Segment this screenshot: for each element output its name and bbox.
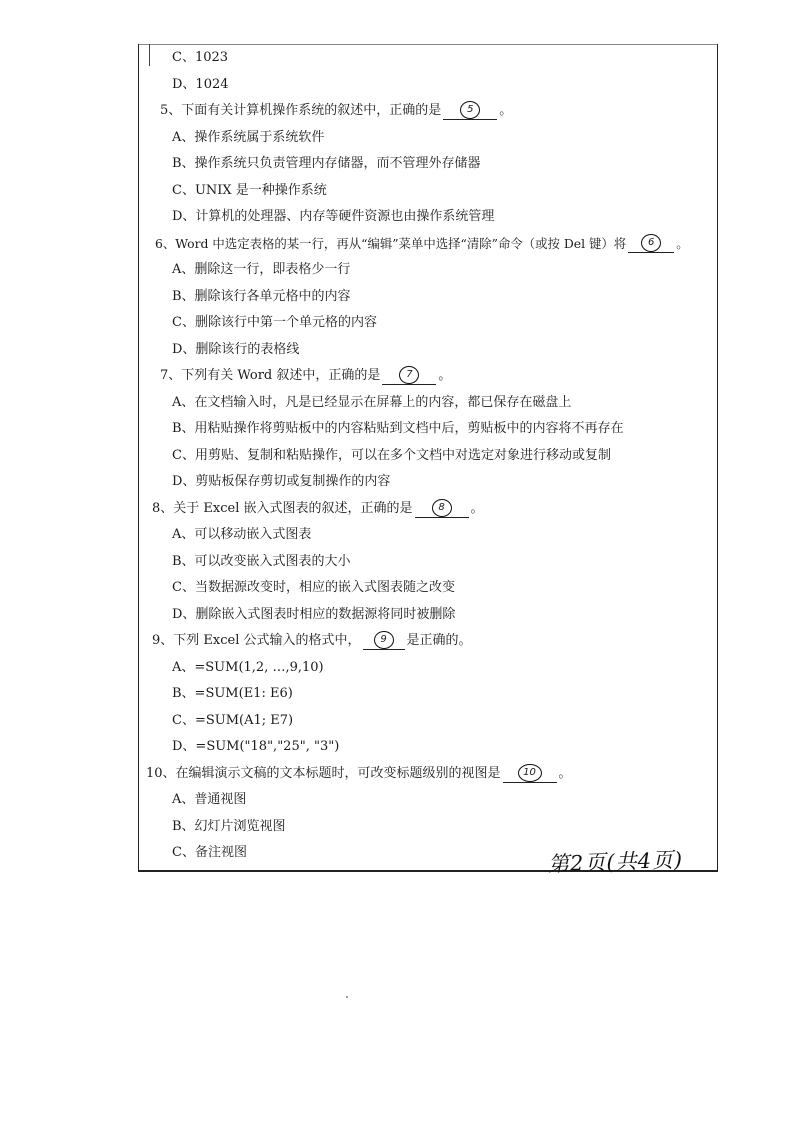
- answer-blank-8: [415, 501, 469, 518]
- answer-circle-5: 5: [460, 101, 480, 119]
- option-b-q7: B、用粘贴操作将剪贴板中的内容粘贴到文档中后，剪贴板中的内容将不再存在: [172, 421, 624, 436]
- option-c-q9: C、=SUM(A1; E7): [172, 713, 294, 728]
- answer-blank-9: [363, 633, 405, 650]
- question-5: 5、下面有关计算机操作系统的叙述中，正确的是 5 。: [160, 103, 513, 118]
- handwritten-page-number: 第2页(共4页): [547, 847, 684, 877]
- answer-blank-7: [382, 368, 436, 385]
- option-b-q5: B、操作系统只负责管理内存储器，而不管理外存储器: [172, 156, 481, 171]
- option-b-q6: B、删除该行各单元格中的内容: [172, 289, 351, 304]
- option-b-q8: B、可以改变嵌入式图表的大小: [172, 554, 351, 569]
- question-6: 6、Word 中选定表格的某一行，再从“编辑”菜单中选择“清除”命令（或按 Del 键）将 6 。: [155, 236, 689, 251]
- option-c-q6: C、删除该行中第一个单元格的内容: [172, 315, 377, 330]
- question-10: 10、在编辑演示文稿的文本标题时，可改变标题级别的视图是 10 。: [146, 766, 572, 781]
- option-c-q10: C、备注视图: [172, 845, 247, 860]
- option-a-q9: A、=SUM(1,2, …,9,10): [172, 660, 324, 675]
- option-b-q10: B、幻灯片浏览视图: [172, 819, 286, 834]
- option-c-q8: C、当数据源改变时，相应的嵌入式图表随之改变: [172, 580, 455, 595]
- option-c-q4: C、1023: [172, 50, 229, 65]
- question-7: 7、下列有关 Word 叙述中，正确的是 7 。: [160, 368, 452, 383]
- option-d-q8: D、删除嵌入式图表时相应的数据源将同时被删除: [172, 607, 456, 622]
- answer-blank-10: [503, 766, 557, 783]
- answer-blank-5: [443, 103, 497, 120]
- option-c-q7: C、用剪贴、复制和粘贴操作，可以在多个文档中对选定对象进行移动或复制: [172, 448, 611, 463]
- option-a-q5: A、操作系统属于系统软件: [172, 130, 325, 145]
- option-d-q9: D、=SUM("18","25", "3"): [172, 739, 340, 754]
- question-9: 9、下列 Excel 公式输入的格式中， 9 是正确的。: [152, 633, 472, 648]
- option-a-q8: A、可以移动嵌入式图表: [172, 527, 312, 542]
- option-b-q9: B、=SUM(E1: E6): [172, 686, 293, 701]
- option-d-q5: D、计算机的处理器、内存等硬件资源也由操作系统管理: [172, 209, 495, 224]
- option-a-q10: A、普通视图: [172, 792, 247, 807]
- option-c-q5: C、UNIX 是一种操作系统: [172, 183, 327, 198]
- option-d-q4: D、1024: [172, 77, 229, 92]
- answer-circle-6: 6: [641, 234, 661, 252]
- margin-line: [149, 44, 150, 66]
- option-d-q6: D、删除该行的表格线: [172, 342, 300, 357]
- answer-circle-10: 10: [518, 764, 542, 782]
- answer-circle-7: 7: [399, 366, 419, 384]
- answer-circle-8: 8: [432, 499, 452, 517]
- option-d-q7: D、剪贴板保存剪切或复制操作的内容: [172, 474, 391, 489]
- option-a-q6: A、删除这一行，即表格少一行: [172, 262, 351, 277]
- option-a-q7: A、在文档输入时，凡是已经显示在屏幕上的内容，都已保存在磁盘上: [172, 395, 572, 410]
- answer-circle-9: 9: [374, 631, 394, 649]
- scan-speck: [346, 996, 348, 998]
- question-8: 8、关于 Excel 嵌入式图表的叙述，正确的是 8 。: [152, 501, 484, 516]
- answer-blank-6: [628, 236, 674, 253]
